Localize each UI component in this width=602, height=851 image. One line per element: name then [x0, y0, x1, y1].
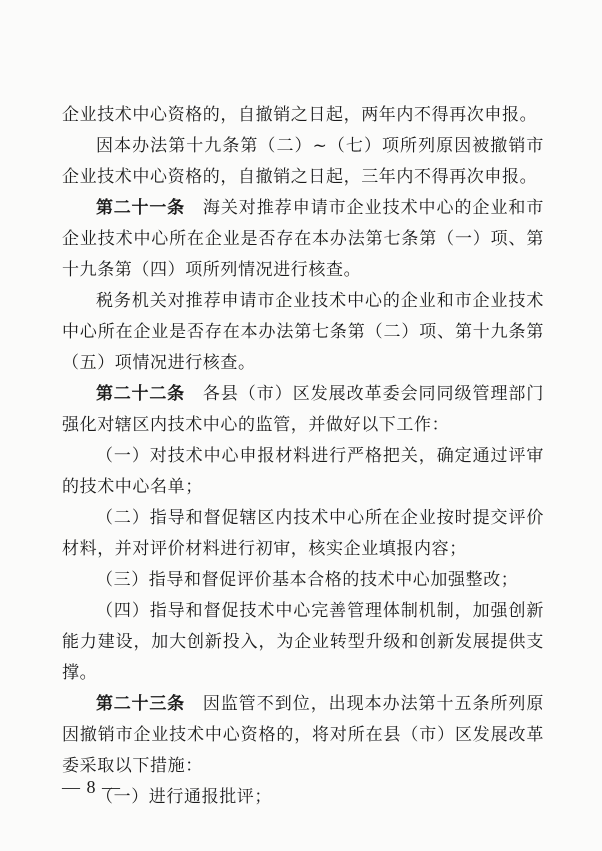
paragraph-text: 税务机关对推荐申请市企业技术中心的企业和市企业技术中心所在企业是否存在本办法第七条第（二）项、第十九条第（五）项情况进行核查。 [62, 291, 544, 373]
paragraph-text: （四）指导和督促技术中心完善管理体制机制，加强创新能力建设，加大创新投入，为企业转型升级和创新发展提供支撑。 [62, 601, 544, 683]
document-body [62, 100, 544, 813]
paragraph-text: 因监管不到位，出现本办法第十五条所列原因撤销市企业技术中心资格的，将对所在县（市）区发展改革委采取以下措施： [62, 694, 544, 776]
paragraph-4 [62, 286, 544, 379]
article-22-paragraph [62, 379, 544, 441]
paragraph-text: 企业技术中心资格的，自撤销之日起，两年内不得再次申报。 [62, 105, 538, 125]
paragraph-text: 因本办法第十九条第（二）~（七）项所列原因被撤销市企业技术中心资格的，自撤销之日起，三年内不得再次申报。 [62, 136, 544, 187]
list-item-3 [62, 565, 544, 596]
list-item-5 [62, 782, 544, 813]
paragraph-text: 海关对推荐申请市企业技术中心的企业和市企业技术中心所在企业是否存在本办法第七条第（一）项、第十九条第（四）项所列情况进行核查。 [62, 198, 544, 280]
list-item-1 [62, 441, 544, 503]
article-number: 第二十一条 [96, 198, 185, 218]
paragraph-2 [62, 131, 544, 193]
paragraph-text: （二）指导和督促辖区内技术中心所在企业按时提交评价材料，并对评价材料进行初审，核实企业填报内容； [62, 508, 544, 559]
list-item-2 [62, 503, 544, 565]
list-item-4 [62, 596, 544, 689]
article-number: 第二十二条 [96, 384, 185, 404]
article-21-paragraph [62, 193, 544, 286]
paragraph-text: （一）进行通报批评； [96, 787, 272, 807]
paragraph-text: 各县（市）区发展改革委会同同级管理部门强化对辖区内技术中心的监管，并做好以下工作： [62, 384, 544, 435]
page-number: — 8 — [62, 777, 121, 797]
article-number: 第二十三条 [96, 694, 185, 714]
paragraph-1 [62, 100, 544, 131]
paragraph-text: （三）指导和督促评价基本合格的技术中心加强整改； [96, 570, 519, 590]
article-23-paragraph [62, 689, 544, 782]
paragraph-text: （一）对技术中心申报材料进行严格把关，确定通过评审的技术中心名单； [62, 446, 544, 497]
